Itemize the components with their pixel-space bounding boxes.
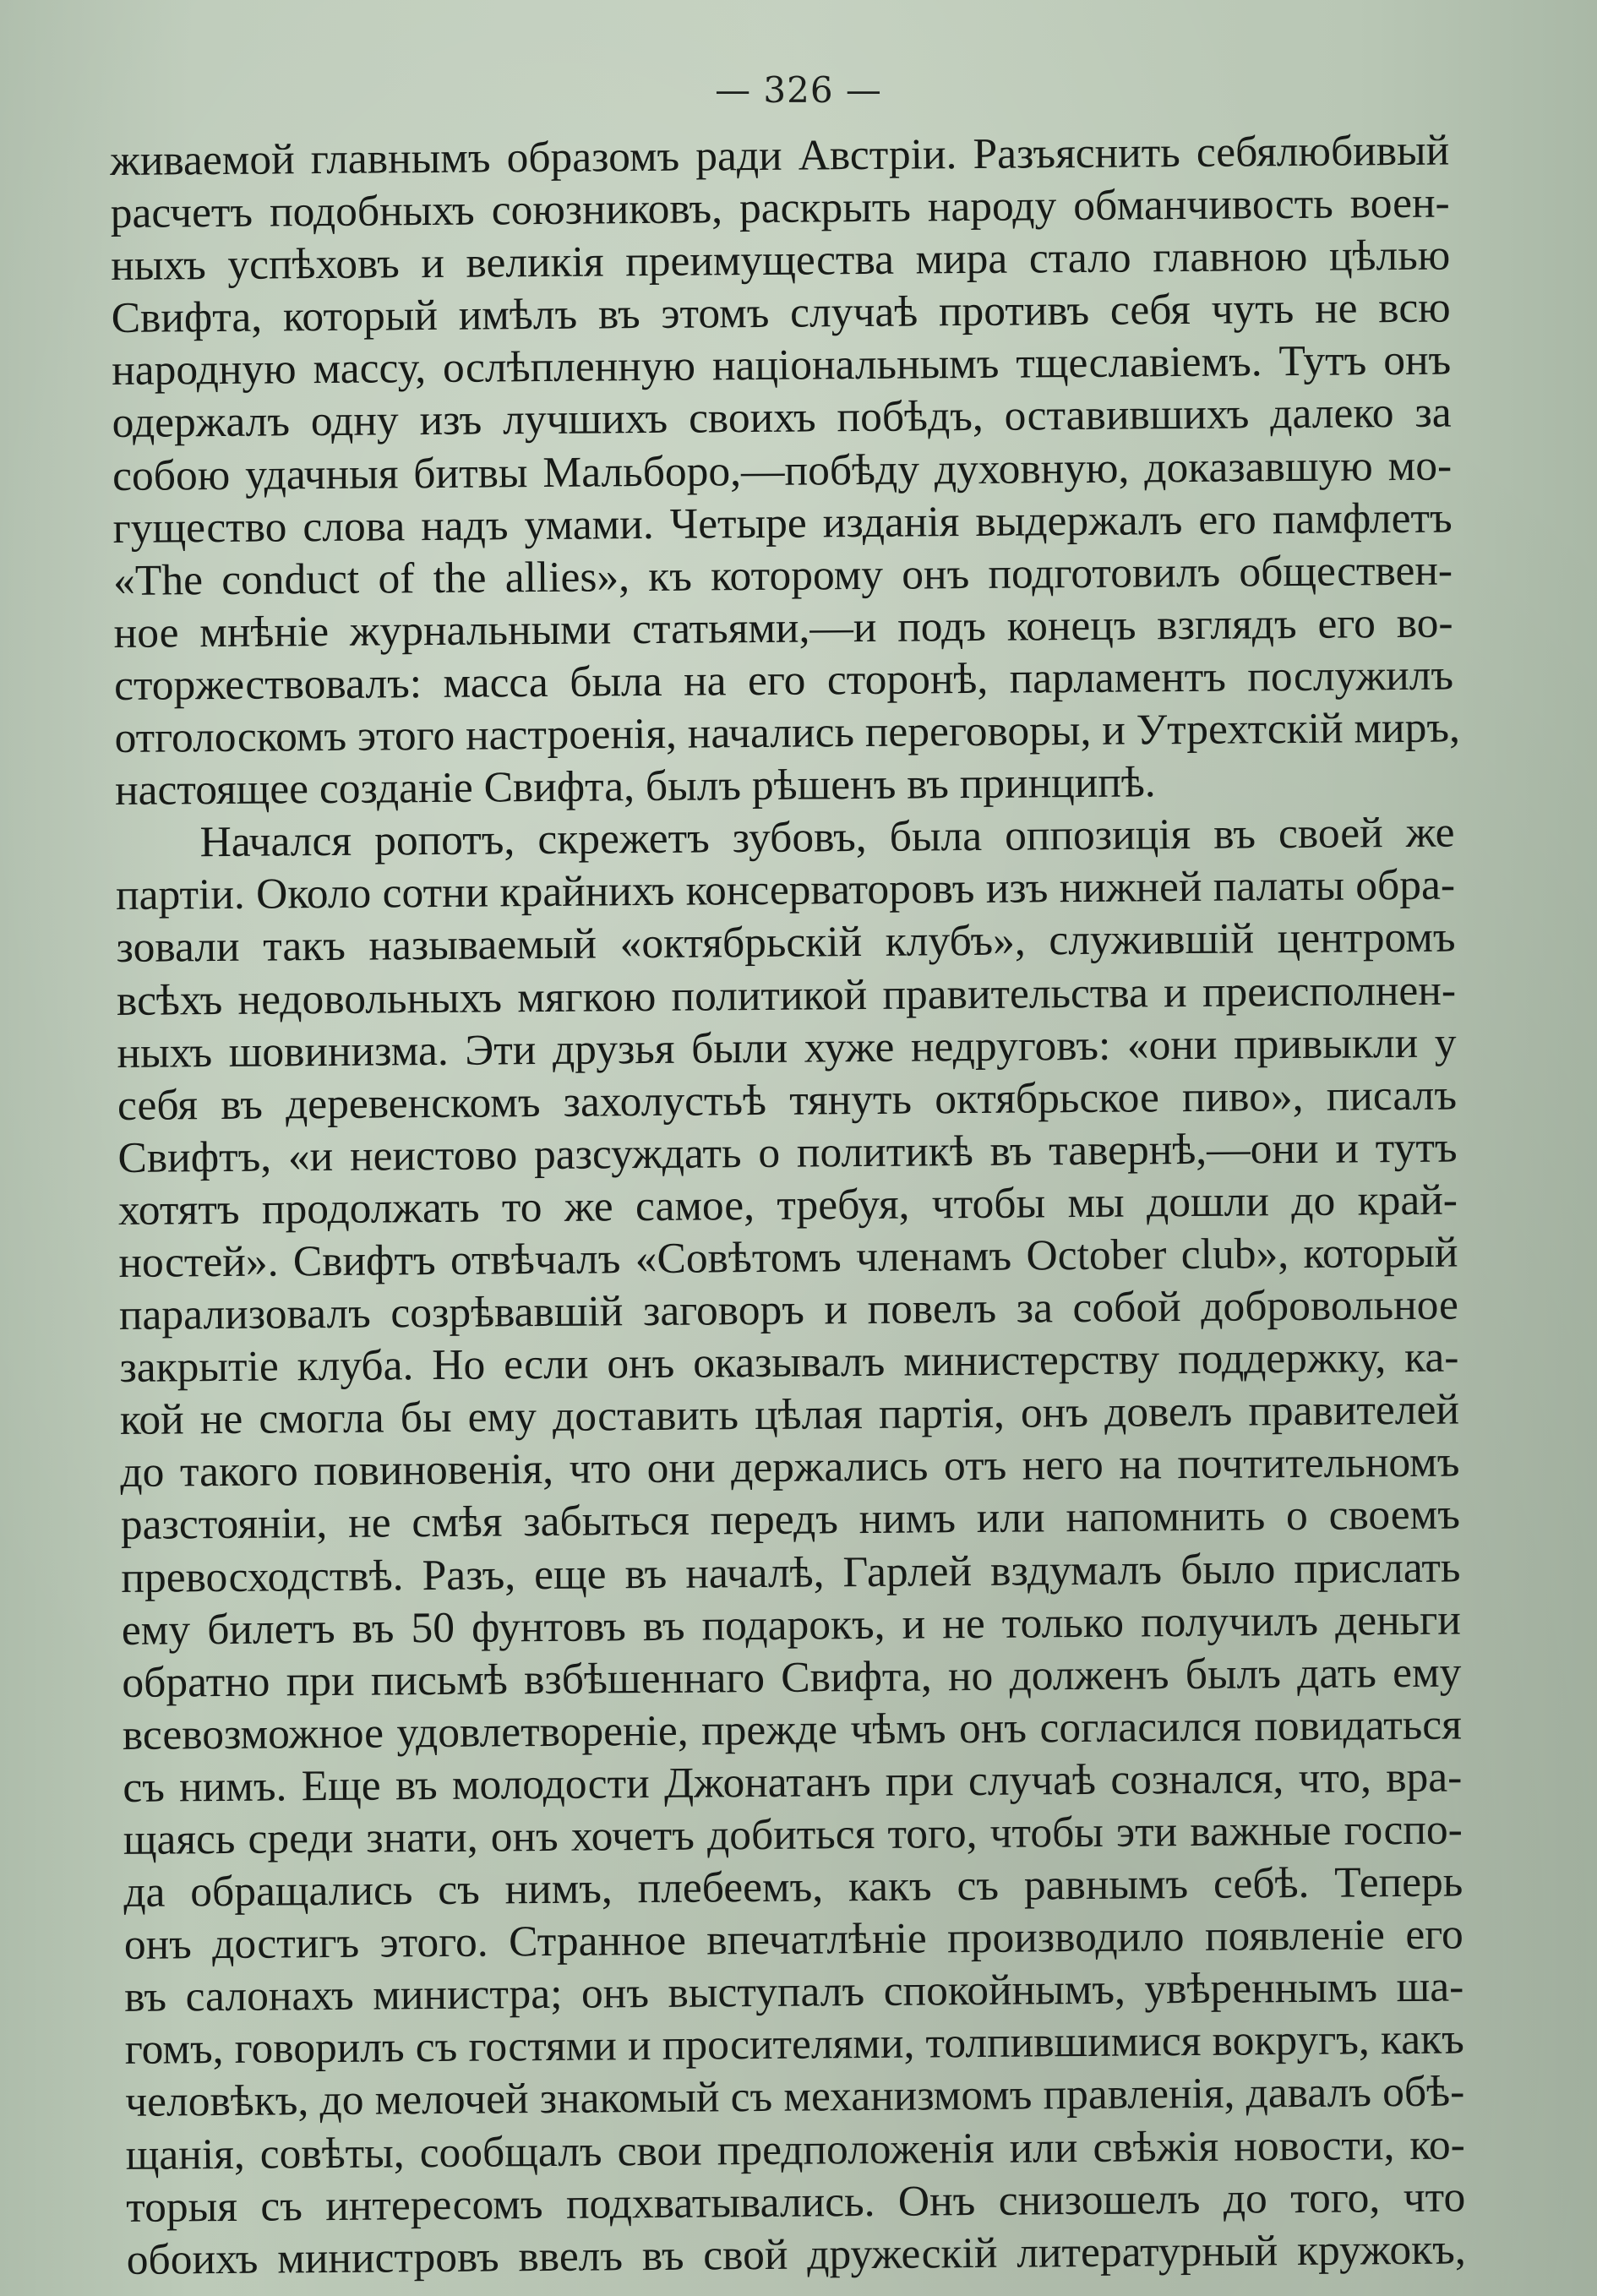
- text-line: гомъ, говорилъ съ гостями и просителями, толпившимися вокругъ, какъ: [124, 2015, 1464, 2075]
- text-line: ныхъ шовинизма. Эти друзья были хуже недруговъ: «они привыкли у: [117, 1018, 1457, 1077]
- text-line: кой не смогла бы ему доставить цѣлая партія, онъ довелъ правителей: [119, 1385, 1460, 1445]
- text-line: до такого повиновенія, что они держались отъ него на почтительномъ: [120, 1437, 1460, 1497]
- text-line: щанія, совѣты, сообщалъ свои предположенія или свѣжія новости, ко-: [125, 2120, 1465, 2179]
- text-line: расчетъ подобныхъ союзниковъ, раскрыть народу обманчивость воен-: [110, 178, 1450, 238]
- text-line: «The conduct of the allies», къ которому онъ подготовилъ обществен-: [112, 546, 1453, 605]
- text-line: отголоскомъ этого настроенія, начались переговоры, и Утрехтскій миръ,: [114, 703, 1461, 763]
- text-line: себя въ деревенскомъ захолустьѣ тянуть октябрьское пиво», писалъ: [117, 1071, 1458, 1130]
- text-line: щаясь среди знати, онъ хочетъ добиться того, чтобы эти важные госпо-: [123, 1805, 1463, 1864]
- text-line: живаемой главнымъ образомъ ради Австріи. Разъяснить себялюбивый: [110, 126, 1450, 185]
- text-line: ему билетъ въ 50 фунтовъ въ подарокъ, и не только получилъ деньги: [121, 1595, 1462, 1655]
- text-line: одержалъ одну изъ лучшихъ своихъ побѣдъ, оставившихъ далеко за: [112, 389, 1452, 448]
- text-line: партіи. Около сотни крайнихъ консерваторовъ изъ нижней палаты обра-: [115, 860, 1456, 920]
- text-line: ное мнѣніе журнальными статьями,—и подъ конецъ взглядъ его во-: [113, 598, 1453, 657]
- text-line: онъ достигъ этого. Странное впечатлѣніе производило появленіе его: [123, 1910, 1463, 1970]
- paragraph-start-line: Начался ропотъ, скрежетъ зубовъ, была оппозиція въ своей же: [199, 808, 1455, 867]
- text-line: сторжествовалъ: масса была на его сторонѣ, парламентъ послужилъ: [113, 651, 1454, 710]
- text-line: торыя съ интересомъ подхватывались. Онъ снизошелъ до того, что: [126, 2173, 1466, 2232]
- text-line: всѣхъ недовольныхъ мягкою политикой правительства и преисполнен-: [116, 966, 1457, 1025]
- text-line: ныхъ успѣховъ и великія преимущества мира стало главною цѣлью: [110, 231, 1451, 291]
- text-line: превосходствѣ. Разъ, еще въ началѣ, Гарлей вздумалъ было прислать: [121, 1543, 1461, 1602]
- text-line: хотятъ продолжать то же самое, требуя, чтобы мы дошли до край-: [117, 1175, 1458, 1235]
- text-line: да обращались съ нимъ, плебеемъ, какъ съ равнымъ себѣ. Теперь: [123, 1857, 1463, 1917]
- text-line: Свифтъ, «и неистово разсуждать о политикѣ въ тавернѣ,—они и тутъ: [117, 1123, 1458, 1182]
- text-line: собою удачныя битвы Мальборо,—побѣду духовную, доказавшую мо-: [112, 441, 1453, 500]
- text-line: человѣкъ, до мелочей знакомый съ механизмомъ правленія, давалъ обѣ-: [125, 2067, 1465, 2127]
- text-line: закрытіе клуба. Но если онъ оказывалъ министерству поддержку, ка-: [119, 1333, 1459, 1393]
- paragraph-end-line: настоящее созданіе Свифта, былъ рѣшенъ въ принципѣ.: [114, 758, 1156, 815]
- text-line: зовали такъ называемый «октябрьскій клубъ», служившій центромъ: [116, 913, 1456, 973]
- text-line: разстояніи, не смѣя забыться передъ нимъ или напомнить о своемъ: [120, 1490, 1461, 1550]
- text-line: гущество слова надъ умами. Четыре изданія выдержалъ его памфлетъ: [112, 494, 1453, 553]
- text-line: парализовалъ созрѣвавшій заговоръ и повелъ за собой добровольное: [118, 1280, 1459, 1340]
- text-line: съ нимъ. Еще въ молодости Джонатанъ при случаѣ сознался, что, вра-: [123, 1753, 1463, 1812]
- page-number: — 326 —: [715, 69, 882, 111]
- text-line: народную массу, ослѣпленную національнымъ тщеславіемъ. Тутъ онъ: [111, 335, 1452, 395]
- body-text: [110, 125, 1466, 2287]
- text-line: ностей». Свифтъ отвѣчалъ «Совѣтомъ членамъ October club», который: [118, 1228, 1458, 1287]
- text-line: обратно при письмѣ взбѣшеннаго Свифта, но долженъ былъ дать ему: [122, 1648, 1462, 1707]
- text-line: всевозможное удовлетвореніе, прежде чѣмъ онъ согласился повидаться: [122, 1700, 1463, 1759]
- text-line: обоихъ министровъ ввелъ въ свой дружескій литературный кружокъ,: [126, 2225, 1466, 2284]
- text-line: въ салонахъ министра; онъ выступалъ спокойнымъ, увѣреннымъ ша-: [124, 1962, 1464, 2022]
- text-line: Свифта, который имѣлъ въ этомъ случаѣ противъ себя чуть не всю: [111, 283, 1451, 343]
